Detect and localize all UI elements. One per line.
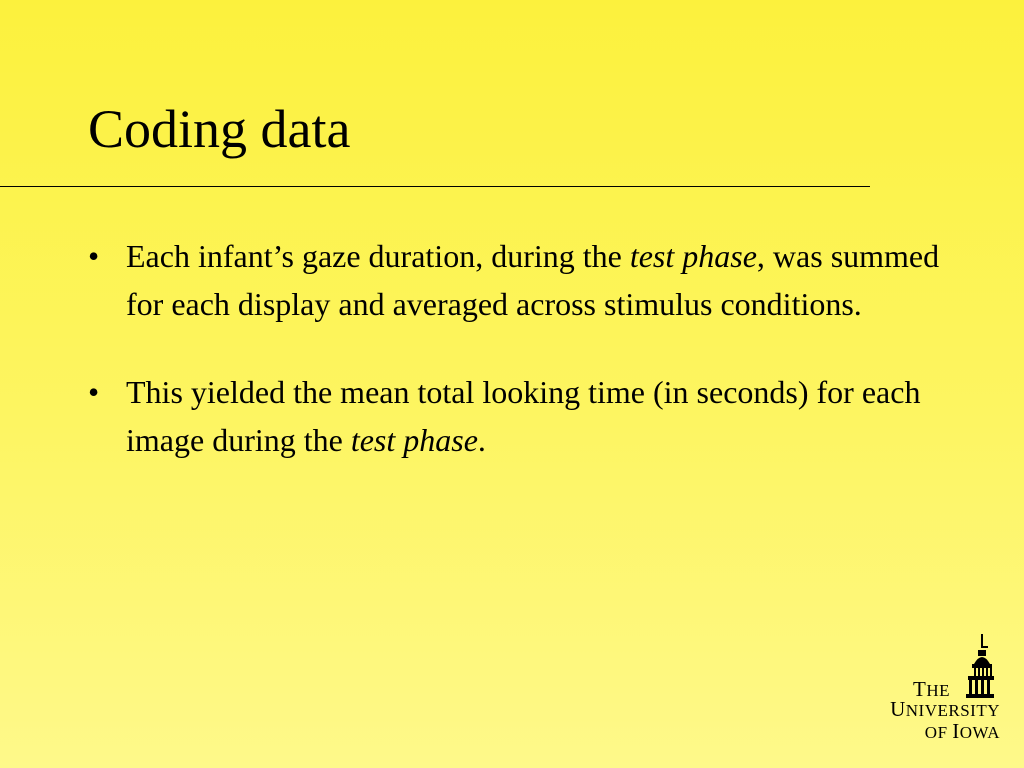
logo-text-line-2: UNIVERSITY	[890, 697, 1000, 721]
bullet-item-1	[88, 232, 946, 328]
bullet-text-segment: , was summed for each display and averaged across stimulus conditions.	[126, 238, 940, 322]
slide-title: Coding data	[88, 99, 351, 159]
title-divider	[0, 186, 870, 187]
bullet-item-2	[88, 368, 946, 464]
bullet-italic-term: test phase	[350, 422, 478, 458]
bullet-list	[88, 232, 946, 504]
bullet-text-segment: This yielded the mean total looking time (in seconds) for each image during the	[126, 374, 921, 458]
university-logo	[882, 630, 1000, 745]
bullet-marker: •	[88, 374, 100, 410]
logo-text-line-1: THE	[913, 677, 950, 701]
bullet-text-segment: Each infant’s gaze duration, during the	[126, 238, 630, 274]
bullet-text-segment: .	[477, 422, 486, 458]
bullet-marker: •	[88, 238, 100, 274]
logo-text-line-3: OF IOWA	[924, 719, 1000, 743]
bullet-italic-term: test phase	[629, 238, 757, 274]
old-capitol-dome-icon	[948, 630, 994, 700]
